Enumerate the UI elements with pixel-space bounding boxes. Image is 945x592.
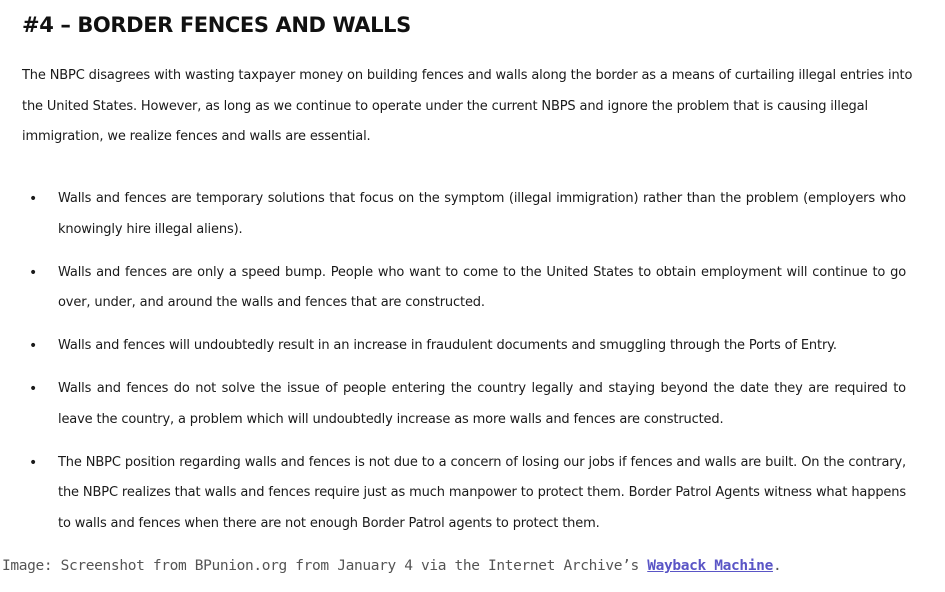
section-heading: #4 – BORDER FENCES AND WALLS — [22, 13, 411, 37]
list-item — [0, 331, 906, 362]
bullet-icon: • — [29, 191, 38, 207]
bullet-icon: • — [29, 381, 38, 397]
image-caption — [2, 558, 781, 574]
list-item-text: Walls and fences will undoubtedly result in an increase in fraudulent documents and smuggling through the Ports of Entry. — [58, 338, 837, 353]
caption-text: Image: Screenshot from BPunion.org from January 4 via the Internet Archive’s — [2, 558, 648, 574]
list-item-text: Walls and fences do not solve the issue of people entering the country legally and staying beyond the date they are required to leave the country, a problem which will undoubtedly increase as more walls and fences are constructed. — [58, 381, 906, 427]
list-item — [0, 448, 906, 540]
bullet-icon: • — [29, 264, 38, 281]
bullet-icon: • — [29, 454, 38, 471]
list-item — [0, 258, 906, 319]
caption-period: . — [772, 558, 782, 574]
list-item — [0, 374, 906, 435]
list-item — [0, 184, 906, 245]
intro-paragraph: The NBPC disagrees with wasting taxpayer money on building fences and walls along the border as a means of curtailing illegal entries into the United States. However, as long as we continue to operate under the current NBPS and ignore the problem that is causing illegal immigration, we realize fences and walls are essential. — [22, 68, 913, 144]
bullet-icon: • — [29, 338, 38, 354]
list-item-text: Walls and fences are temporary solutions that focus on the symptom (illegal immigration) rather than the problem (employers who knowingly hire illegal aliens). — [58, 191, 906, 237]
list-item-text: Walls and fences are only a speed bump. People who want to come to the United States to obtain employment will continue to go over, under, and around the walls and fences that are constructed. — [58, 264, 906, 310]
wayback-machine-link[interactable]: Wayback Machine — [647, 558, 773, 574]
list-item-text: The NBPC position regarding walls and fences is not due to a concern of losing our jobs if fences and walls are built. On the contrary, the NBPC realizes that walls and fences require just as much manpower to protect them. Border Patrol Agents witness what happens to walls and fences when there are not enough Border Patrol agents to protect them. — [58, 454, 906, 531]
bullet-list — [0, 184, 945, 552]
